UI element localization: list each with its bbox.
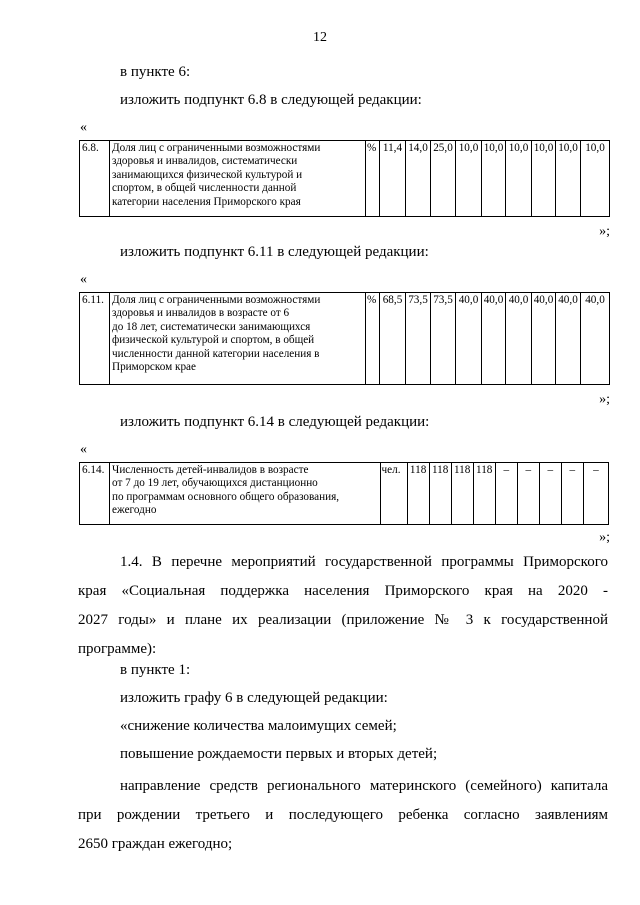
value-cell: – (583, 463, 608, 525)
value-cell: 10,0 (556, 141, 581, 217)
table-6-14 (79, 462, 609, 525)
goal-line: повышение рождаемости первых и вторых детей; (120, 746, 438, 762)
item-intro: в пункте 6: (120, 64, 191, 80)
quote-open: « (80, 442, 87, 457)
value-cell: 118 (407, 463, 429, 525)
unit-cell: % (366, 293, 380, 385)
value-cell: 40,0 (581, 293, 610, 385)
value-cell: 40,0 (482, 293, 506, 385)
value-cell: 10,0 (506, 141, 532, 217)
quote-close: »; (599, 530, 610, 545)
value-cell: – (517, 463, 539, 525)
value-cell: 68,5 (380, 293, 406, 385)
row-number: 6.8. (80, 141, 110, 217)
subitem-6-11-intro: изложить подпункт 6.11 в следующей редакции: (120, 244, 429, 260)
value-cell: 118 (473, 463, 495, 525)
goal-line: «снижение количества малоимущих семей; (120, 718, 397, 734)
value-cell: – (495, 463, 517, 525)
paragraph-1-4: 1.4. В перечне мероприятий государственной программы Приморского края «Социальная поддержка населения Приморского края на 2020 - 2027 годы» и плане их реализации (приложение № 3 к государственной программе): (78, 554, 608, 657)
quote-open: « (80, 272, 87, 287)
value-cell: 14,0 (406, 141, 431, 217)
paragraph-maternity-capital: направление средств регионального материнского (семейного) капитала при рождении третьего и последующего ребенка согласно заявлениям 2650 граждан ежегодно; (78, 778, 608, 852)
row-number: 6.11. (80, 293, 110, 385)
value-cell: 11,4 (380, 141, 406, 217)
page-number: 12 (313, 30, 327, 45)
indicator-description: Доля лиц с ограниченными возможностями здоровья и инвалидов, систематически занимающихся физической культурой и спортом, в общей численности данной категории населения Приморского края (110, 141, 366, 217)
value-cell: 10,0 (456, 141, 482, 217)
value-cell: 118 (429, 463, 451, 525)
unit-cell: чел. (380, 463, 407, 525)
value-cell: 40,0 (506, 293, 532, 385)
table-6-11 (79, 292, 610, 385)
value-cell: – (561, 463, 583, 525)
value-cell: – (539, 463, 561, 525)
value-cell: 10,0 (532, 141, 556, 217)
value-cell: 40,0 (532, 293, 556, 385)
item-1-intro: в пункте 1: (120, 662, 191, 678)
quote-open: « (80, 120, 87, 135)
value-cell: 40,0 (556, 293, 581, 385)
quote-close: »; (599, 392, 610, 407)
quote-close: »; (599, 224, 610, 239)
row-number: 6.14. (80, 463, 110, 525)
value-cell: 118 (451, 463, 473, 525)
table-6-8 (79, 140, 610, 217)
value-cell: 25,0 (431, 141, 456, 217)
indicator-description: Доля лиц с ограниченными возможностями здоровья и инвалидов в возрасте от 6 до 18 лет, систематически занимающихся физической культурой и спортом, в общей численности данной категории населения в Приморском крае (110, 293, 366, 385)
subitem-6-14-intro: изложить подпункт 6.14 в следующей редакции: (120, 414, 430, 430)
value-cell: 10,0 (482, 141, 506, 217)
subitem-6-8-intro: изложить подпункт 6.8 в следующей редакции: (120, 92, 422, 108)
value-cell: 10,0 (581, 141, 610, 217)
value-cell: 40,0 (456, 293, 482, 385)
value-cell: 73,5 (406, 293, 431, 385)
unit-cell: % (366, 141, 380, 217)
value-cell: 73,5 (431, 293, 456, 385)
column-6-intro: изложить графу 6 в следующей редакции: (120, 690, 388, 706)
indicator-description: Численность детей-инвалидов в возрасте от 7 до 19 лет, обучающихся дистанционно по программам основного общего образования, ежегодно (110, 463, 381, 525)
